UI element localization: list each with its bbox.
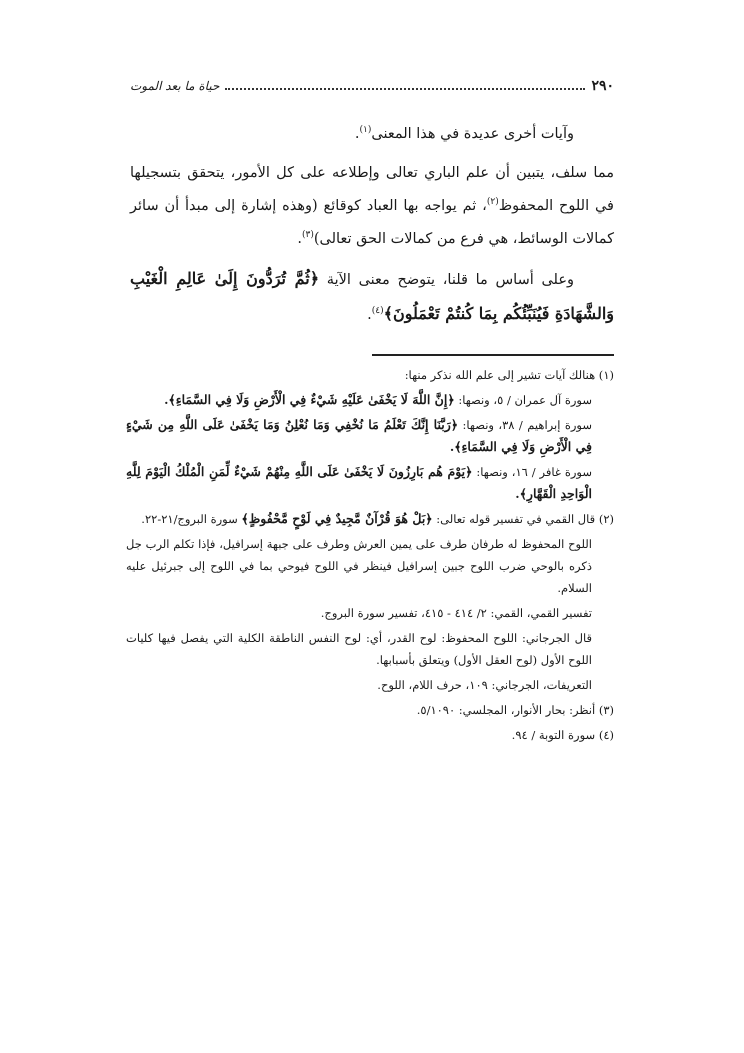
- footnote-ref-1: (١): [359, 125, 372, 136]
- footnote-3: (٣) أنظر: بحار الأنوار، المجلسي: ٥/١٠٩٠.: [416, 703, 614, 717]
- footnote-1-c-verse: ﴿يَوْمَ هُم بَارِزُونَ لَا يَخْفَىٰ عَلَى اللَّهِ مِنْهُمْ شَيْءٌ لِّمَنِ الْمُلْكُ الْيَوْمَ لِلَّهِ الْوَاحِدِ الْقَهَّارِ﴾.: [126, 464, 592, 501]
- paragraph-2-end: .: [297, 231, 302, 247]
- footnote-1-b-verse: ﴿رَبَّنَا إِنَّكَ تَعْلَمُ مَا نُخْفِي وَمَا نُعْلِنُ وَمَا يَخْفَىٰ عَلَى اللَّهِ مِن شَيْءٍ فِي الْأَرْضِ وَلَا فِي السَّمَاءِ﴾.: [126, 417, 592, 454]
- paragraph-1-end: .: [354, 126, 360, 142]
- page-header: [130, 74, 614, 98]
- paragraph-1: [130, 118, 614, 151]
- paragraph-3-text: وعلى أساس ما قلنا، يتوضح معنى الآية: [326, 272, 575, 288]
- footnote-1-item-a: [126, 389, 592, 411]
- footnote-2-jurjani: قال الجرجاني: اللوح المحفوظ: لوح القدر، أي: لوح النفس الناطقة الكلية التي يفصل فيها كليات اللوح الأول (لوح العقل الأول) ويتعلق بأسبابها.: [126, 631, 592, 667]
- footnote-ref-3: (٣): [302, 230, 314, 241]
- footnote-2-intro-text: (٢) قال القمي في تفسير قوله تعالى:: [436, 512, 614, 526]
- paragraph-3-end: .: [367, 307, 372, 323]
- main-text: [130, 118, 614, 338]
- footnote-2-explanation: اللوح المحفوظ له طرفان طرف على يمين العرش وطرف على جبهة إسرافيل، فإذا تكلم الرب جل ذكره بالوحي ضرب اللوح جبين إسرافيل فينظر في اللوح فيوحي بما في اللوح إلى جبرئيل عليه السلام.: [126, 537, 592, 595]
- paragraph-3: [130, 262, 614, 332]
- footnote-1-item-c: [126, 461, 592, 505]
- footnote-1-c-ref: سورة غافر / ١٦، ونصها:: [476, 465, 593, 479]
- footnote-2-source-1: تفسير القمي، القمي: ٢/ ٤١٤ - ٤١٥، تفسير سورة البروج.: [320, 606, 592, 620]
- paragraph-1-text: وآيات أخرى عديدة في هذا المعنى: [371, 126, 574, 142]
- footnote-2-verse: ﴿بَلْ هُوَ قُرْآنٌ مَّجِيدٌ فِي لَوْحٍ مَّحْفُوظٍ﴾: [241, 511, 433, 526]
- footnote-2-intro: [126, 508, 614, 530]
- paragraph-2-text-a: مما سلف، يتبين أن علم الباري تعالى وإطلاعه على كل الأمور، يتحقق بتسجيلها في اللوح المحفوظ: [130, 165, 614, 214]
- header-dotted-rule: [225, 88, 585, 90]
- footnote-ref-4: (٤): [371, 306, 384, 317]
- footnote-ref-2: (٢): [486, 197, 499, 208]
- footnote-2-source-2: التعريفات، الجرجاني: ١٠٩، حرف اللام، اللوح.: [377, 678, 592, 692]
- footnote-4: (٤) سورة التوبة / ٩٤.: [511, 728, 614, 742]
- footnotes: [126, 364, 614, 749]
- quran-verse: ﴿ثُمَّ تُرَدُّونَ إِلَىٰ عَالِمِ الْغَيْبِ وَالشَّهَادَةِ فَيُنَبِّئُكُم بِمَا كُنتُمْ تَعْمَلُونَ﴾: [130, 269, 614, 323]
- footnote-1-intro: (١) هنالك آيات تشير إلى علم الله نذكر منها:: [404, 368, 614, 382]
- footnote-1-a-verse: ﴿إِنَّ اللَّهَ لَا يَخْفَىٰ عَلَيْهِ شَيْءٌ فِي الْأَرْضِ وَلَا فِي السَّمَاءِ﴾.: [164, 392, 455, 407]
- footnote-1-a-ref: سورة آل عمران / ٥، ونصها:: [458, 393, 592, 407]
- footnote-1-b-ref: سورة إبراهيم / ٣٨، ونصها:: [462, 418, 592, 432]
- running-title: حياة ما بعد الموت: [130, 79, 220, 93]
- footnote-2-intro-end: سورة البروج/٢١-٢٢.: [141, 512, 238, 526]
- page-number: ٢٩٠: [591, 78, 614, 94]
- footnote-separator: [372, 354, 614, 356]
- paragraph-2: [130, 157, 614, 256]
- paragraph-2-text-b: ، ثم يواجه بها العباد كوقائع (وهذه إشارة إلى مبدأ أن سائر كمالات الوسائط، هي فرع من كمالات الحق تعالى): [130, 198, 614, 247]
- footnote-1-item-b: [126, 414, 592, 458]
